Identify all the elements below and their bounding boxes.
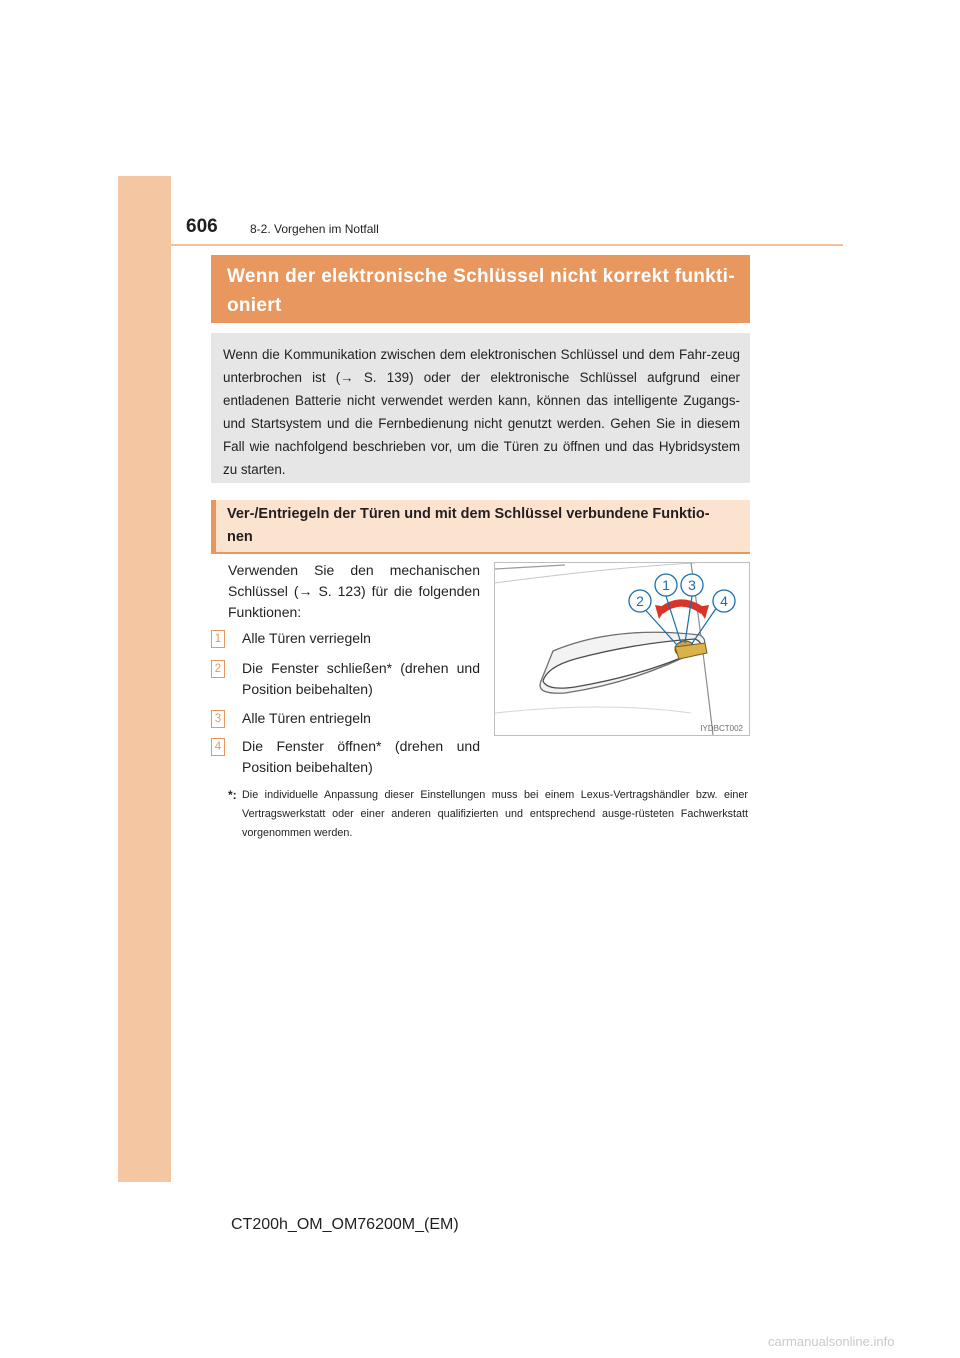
step-text: Alle Türen verriegeln [242,630,371,646]
document-code: CT200h_OM_OM76200M_(EM) [231,1216,459,1233]
page-number: 606 [186,216,218,237]
subheading-line-2: nen [227,529,253,545]
header-rule [171,244,843,246]
footnote-text: Die individuelle Anpassung dieser Einstellungen muss bei einem Lexus-Vertragshändler bzw. einer Vertragswerkstatt oder einer anderen qualifizierten und entsprechend ausge-rüsteten Fachwerkstatt vorgenommen werden. [242,789,748,839]
illustration-code: IYDBCT002 [700,724,743,733]
callout-2: 2 [636,593,644,609]
section-title-line-2: oniert [227,295,282,316]
callout-3: 3 [688,577,696,593]
footnote-mark: *: [228,788,237,802]
callout-4: 4 [720,593,728,609]
subheading [211,500,750,552]
step-text: Die Fenster öffnen* (drehen und Position beibehalten) [242,738,480,775]
body-text: Verwenden Sie den mechanischen Schlüssel (→ S. 123) für die folgenden Funktionen: [228,562,480,620]
section-title [211,255,750,323]
step-number-badge: 4 [211,738,225,756]
door-handle-drawing [495,563,749,735]
intro-box [211,333,750,483]
step-text: Alle Türen entriegeln [242,710,371,726]
door-handle-illustration [494,562,750,736]
step-number-badge: 3 [211,710,225,728]
section-title-line-1: Wenn der elektronische Schlüssel nicht korrekt funkti- [227,266,735,287]
section-reference: 8-2. Vorgehen im Notfall [250,222,379,236]
step-number-badge: 2 [211,660,225,678]
callout-1: 1 [662,577,670,593]
watermark: carmanualsonline.info [768,1334,895,1349]
subheading-rule [211,552,750,554]
side-band [118,176,171,1182]
subheading-line-1: Ver-/Entriegeln der Türen und mit dem Schlüssel verbundene Funktio- [227,506,710,522]
step-number-badge: 1 [211,630,225,648]
step-text: Die Fenster schließen* (drehen und Position beibehalten) [242,660,480,697]
intro-text: Wenn die Kommunikation zwischen dem elektronischen Schlüssel und dem Fahr-zeug unterbrochen ist (→ S. 139) oder der elektronische Schlüssel aufgrund einer entladenen Batterie nicht verwendet werden kann, können das intelligente Zugangs- und Startsystem und die Fernbedienung nicht genutzt werden. Gehen Sie in diesem Fall wie nachfolgend beschrieben vor, um die Türen zu öffnen und das Hybridsystem zu starten. [223,347,740,477]
